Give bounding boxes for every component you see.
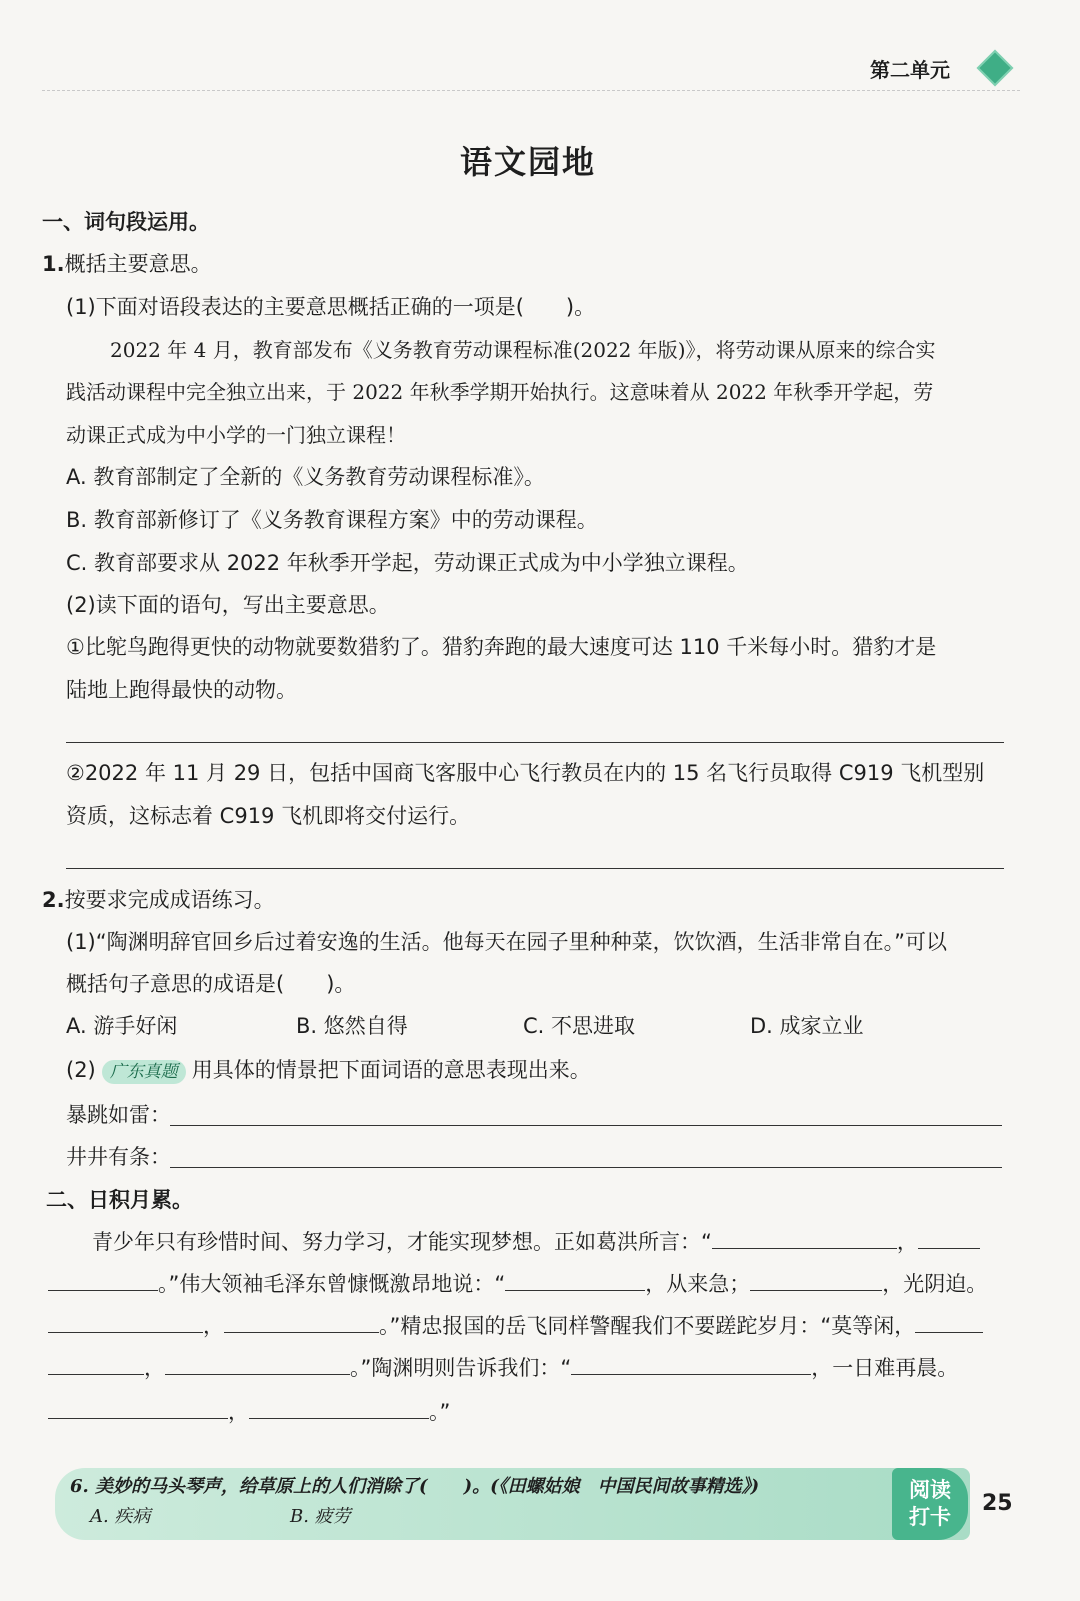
section2-heading: 二、日积月累。 xyxy=(46,1188,193,1212)
q2-number: 2. xyxy=(42,888,65,912)
answer-line-s1[interactable] xyxy=(66,742,1004,743)
q2-option-d: D. 成家立业 xyxy=(750,1014,864,1038)
s2-line-2: 资质，这标志着 C919 飞机即将交付运行。 xyxy=(66,804,471,828)
q2-sub2-prefix: (2) xyxy=(66,1058,96,1082)
idiom-1-answer-line[interactable] xyxy=(170,1125,1002,1126)
s2-text-5a: ， xyxy=(228,1400,249,1424)
unit-label: 第二单元 xyxy=(870,58,950,82)
passage-line-1: 2022 年 4 月，教育部发布《义务教育劳动课程标准(2022 年版)》，将劳动课从原来的综合实 xyxy=(110,338,936,362)
header-divider xyxy=(42,90,1020,91)
q2-sub1-line-2: 概括句子意思的成语是( )。 xyxy=(66,972,356,996)
q2-sub2-text: 用具体的情景把下面词语的意思表现出来。 xyxy=(191,1058,591,1082)
q1-option-c: C. 教育部要求从 2022 年秋季开学起，劳动课正式成为中小学独立课程。 xyxy=(66,551,749,575)
s2-text-3b: 。”精忠报国的岳飞同样警醒我们不要蹉跎岁月：“莫等闲， xyxy=(379,1314,916,1338)
q1-number: 1. xyxy=(42,252,65,276)
blank-1[interactable] xyxy=(712,1226,897,1249)
s2-text-2a: 。”伟大领袖毛泽东曾慷慨激昂地说：“ xyxy=(158,1272,506,1296)
blank-2[interactable] xyxy=(918,1226,980,1249)
q1-option-b: B. 教育部新修订了《义务教育课程方案》中的劳动课程。 xyxy=(66,508,598,532)
s2-text-2b: ，从来急； xyxy=(645,1272,751,1296)
q1-line xyxy=(42,249,212,279)
footer-option-a: A. 疾病 xyxy=(90,1506,151,1527)
blank-10[interactable] xyxy=(165,1352,350,1375)
footer-option-b: B. 疲劳 xyxy=(290,1506,351,1527)
section1-heading: 一、词句段运用。 xyxy=(42,210,210,234)
s2-line-1: ②2022 年 11 月 29 日，包括中国商飞客服中心飞行教员在内的 15 名飞行员取得 C919 飞机型别 xyxy=(66,761,985,785)
s1-line-2: 陆地上跑得最快的动物。 xyxy=(66,678,297,702)
s2-fill-line-2 xyxy=(48,1268,987,1299)
page-number: 25 xyxy=(982,1491,1013,1516)
answer-line-s2[interactable] xyxy=(66,868,1004,869)
s2-text-4c: ，一日难再晨。 xyxy=(811,1356,959,1380)
q2-line xyxy=(42,885,275,915)
idiom-1-label: 暴跳如雷： xyxy=(66,1103,171,1127)
blank-6[interactable] xyxy=(48,1310,203,1333)
q1-text: 概括主要意思。 xyxy=(64,252,212,276)
passage-line-2: 践活动课程中完全独立出来，于 2022 年秋季学期开始执行。这意味着从 2022 年秋季开学起，劳 xyxy=(66,380,934,404)
blank-8[interactable] xyxy=(915,1310,983,1333)
s2-text-5b: 。” xyxy=(429,1400,451,1424)
s1-line-1: ①比鸵鸟跑得更快的动物就要数猎豹了。猎豹奔跑的最大速度可达 110 千米每小时。猎豹才是 xyxy=(66,635,937,659)
blank-5[interactable] xyxy=(750,1268,882,1291)
s2-text-2c: ，光阴迫。 xyxy=(882,1272,988,1296)
diamond-icon xyxy=(977,50,1014,87)
q2-option-a: A. 游手好闲 xyxy=(66,1014,178,1038)
footer-question: 6. 美妙的马头琴声，给草原上的人们消除了( )。(《田螺姑娘 中国民间故事精选》) xyxy=(70,1476,760,1497)
checkin-line-2: 打卡 xyxy=(909,1505,951,1529)
blank-7[interactable] xyxy=(224,1310,379,1333)
q2-sub1-line-1: (1)“陶渊明辞官回乡后过着安逸的生活。他每天在园子里种种菜，饮饮酒，生活非常自在。”可以 xyxy=(66,930,948,954)
page-title: 语文园地 xyxy=(459,143,596,181)
q1-sub1: (1)下面对语段表达的主要意思概括正确的一项是( )。 xyxy=(66,295,596,319)
passage-line-3: 动课正式成为中小学的一门独立课程！ xyxy=(66,423,406,447)
s2-fill-line-4 xyxy=(48,1352,958,1383)
q2-option-b: B. 悠然自得 xyxy=(296,1014,408,1038)
checkin-line-1: 阅读 xyxy=(909,1478,951,1502)
s2-fill-line-3 xyxy=(48,1310,983,1341)
blank-11[interactable] xyxy=(571,1352,811,1375)
blank-4[interactable] xyxy=(505,1268,645,1291)
s2-fill-line-1 xyxy=(92,1226,980,1257)
s2-text-4b: 。”陶渊明则告诉我们：“ xyxy=(350,1356,572,1380)
s2-text-1b: ， xyxy=(896,1230,918,1254)
blank-12[interactable] xyxy=(48,1396,228,1419)
q2-sub2-line xyxy=(66,1055,591,1085)
s2-text-3a: ， xyxy=(203,1314,224,1338)
blank-13[interactable] xyxy=(249,1396,429,1419)
blank-3[interactable] xyxy=(48,1268,158,1291)
q1-option-a: A. 教育部制定了全新的《义务教育劳动课程标准》。 xyxy=(66,465,545,489)
s2-fill-line-5 xyxy=(48,1396,450,1427)
guangdong-exam-tag: 广东真题 xyxy=(102,1060,186,1084)
q2-text: 按要求完成成语练习。 xyxy=(64,888,275,912)
q1-sub2: (2)读下面的语句，写出主要意思。 xyxy=(66,593,390,617)
blank-9[interactable] xyxy=(48,1352,144,1375)
reading-checkin-button[interactable] xyxy=(892,1468,968,1540)
s2-text-4a: ， xyxy=(144,1356,165,1380)
q2-option-c: C. 不思进取 xyxy=(523,1014,636,1038)
s2-text-1a: 青少年只有珍惜时间、努力学习，才能实现梦想。正如葛洪所言：“ xyxy=(92,1230,712,1254)
idiom-2-label: 井井有条： xyxy=(66,1145,171,1169)
idiom-2-answer-line[interactable] xyxy=(170,1167,1002,1168)
